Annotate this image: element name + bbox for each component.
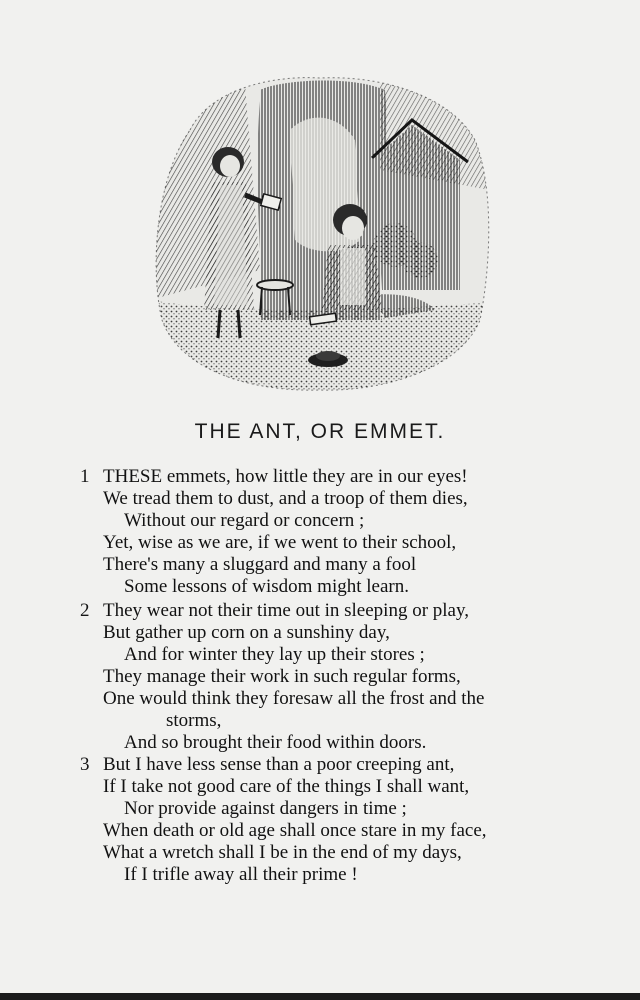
woodcut-illustration (150, 70, 490, 395)
verse-line: They manage their work in such regular forms, (103, 666, 461, 687)
verse-line: We tread them to dust, and a troop of them dies, (103, 488, 468, 509)
verse-line: Without our regard or concern ; (124, 510, 365, 531)
verse-line: If I take not good care of the things I shall want, (103, 776, 470, 797)
verse-line: But I have less sense than a poor creeping ant, (103, 754, 455, 775)
bottom-edge (0, 993, 640, 1000)
verse-line: Nor provide against dangers in time ; (124, 798, 407, 819)
stanza-number: 1 (80, 466, 90, 487)
verse-line: When death or old age shall once stare in my face, (103, 820, 487, 841)
verse-line: They wear not their time out in sleeping or play, (103, 600, 470, 621)
verse-line: One would think they foresaw all the frost and the (103, 688, 485, 709)
verse-line: Yet, wise as we are, if we went to their school, (103, 532, 457, 553)
verse-line: If I trifle away all their prime ! (124, 864, 358, 885)
stanza-number: 3 (80, 754, 90, 775)
verse-line: But gather up corn on a sunshiny day, (103, 622, 390, 643)
verse-line: What a wretch shall I be in the end of my days, (103, 842, 462, 863)
verse-line: storms, (166, 710, 222, 731)
verse-line: And for winter they lay up their stores ; (124, 644, 425, 665)
verse-line: THESE emmets, how little they are in our eyes! (103, 466, 468, 487)
verse-line: Some lessons of wisdom might learn. (124, 576, 409, 597)
verse-line: And so brought their food within doors. (124, 732, 427, 753)
stanza-number: 2 (80, 600, 90, 621)
poem-title: THE ANT, OR EMMET. (194, 420, 446, 443)
verse-line: There's many a sluggard and many a fool (103, 554, 417, 575)
